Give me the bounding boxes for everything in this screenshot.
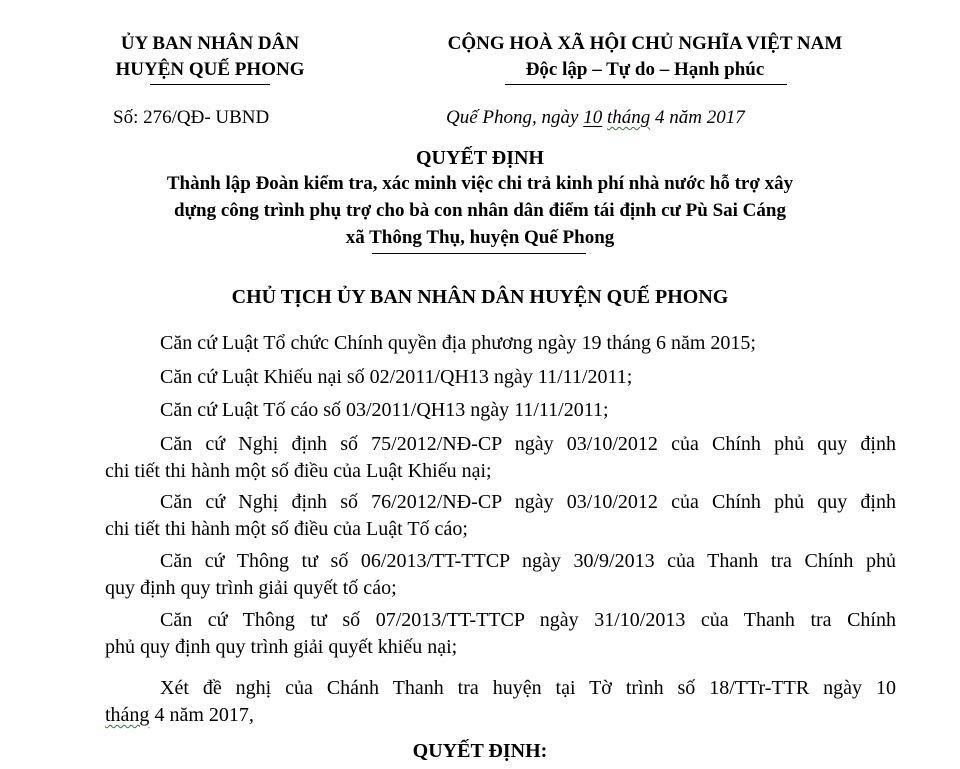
basis-8-month-word: tháng	[105, 704, 150, 726]
basis-8-line-1: Xét đề nghị của Chánh Thanh tra huyện tại Tờ trình số 18/TTr-TTR ngày 10	[160, 677, 896, 699]
nation-title: CỘNG HOÀ XÃ HỘI CHỦ NGHĨA VIỆT NAM	[447, 33, 843, 54]
issuing-authority: CHỦ TỊCH ỦY BAN NHÂN DÂN HUYỆN QUẾ PHONG	[231, 286, 729, 308]
agency-name-line2: HUYỆN QUẾ PHONG	[115, 59, 305, 80]
basis-2: Căn cứ Luật Khiếu nại số 02/2011/QH13 ngày 11/11/2011;	[160, 366, 633, 388]
basis-8-line-2	[105, 703, 254, 727]
date-day: 10	[583, 107, 603, 128]
place-date	[446, 107, 745, 129]
basis-7-line-2: phủ quy định quy trình giải quyết khiếu nại;	[105, 636, 458, 658]
date-month-year: 4 năm 2017	[654, 107, 745, 128]
nation-motto: Độc lập – Tự do – Hạnh phúc	[525, 59, 765, 80]
basis-3: Căn cứ Luật Tố cáo số 03/2011/QH13 ngày 11/11/2011;	[160, 399, 609, 421]
decision-heading: QUYẾT ĐỊNH:	[412, 740, 548, 762]
basis-5-line-1: Căn cứ Nghị định số 76/2012/NĐ-CP ngày 03/10/2012 của Chính phủ quy định	[160, 491, 896, 513]
motto-underline	[505, 84, 787, 85]
date-month-word: tháng	[606, 107, 651, 128]
place-date-prefix: Quế Phong, ngày	[446, 107, 579, 128]
basis-5-line-2: chi tiết thi hành một số điều của Luật Tố cáo;	[105, 518, 468, 540]
basis-7-line-1: Căn cứ Thông tư số 07/2013/TT-TTCP ngày 31/10/2013 của Thanh tra Chính	[160, 609, 896, 631]
basis-6-line-1: Căn cứ Thông tư số 06/2013/TT-TTCP ngày 30/9/2013 của Thanh tra Chính phủ	[160, 550, 896, 572]
document-type-title: QUYẾT ĐỊNH	[416, 147, 544, 169]
agency-underline	[150, 84, 270, 85]
basis-4-line-2: chi tiết thi hành một số điều của Luật Khiếu nại;	[105, 460, 492, 482]
agency-name-line1: ỦY BAN NHÂN DÂN	[120, 33, 300, 54]
document-number: Số: 276/QĐ- UBND	[113, 107, 270, 128]
subject-line-1: Thành lập Đoàn kiểm tra, xác minh việc chi trả kinh phí nhà nước hỗ trợ xây	[166, 173, 794, 194]
basis-6-line-2: quy định quy trình giải quyết tố cáo;	[105, 577, 397, 599]
basis-1: Căn cứ Luật Tổ chức Chính quyền địa phương ngày 19 tháng 6 năm 2015;	[160, 332, 756, 354]
subject-line-2: dựng công trình phụ trợ cho bà con nhân dân điểm tái định cư Pù Sai Cáng	[174, 200, 786, 221]
subject-underline	[372, 253, 586, 254]
subject-line-3: xã Thông Thụ, huyện Quế Phong	[345, 227, 615, 248]
basis-8-rest: 4 năm 2017,	[154, 704, 254, 726]
basis-4-line-1: Căn cứ Nghị định số 75/2012/NĐ-CP ngày 03/10/2012 của Chính phủ quy định	[160, 433, 896, 455]
